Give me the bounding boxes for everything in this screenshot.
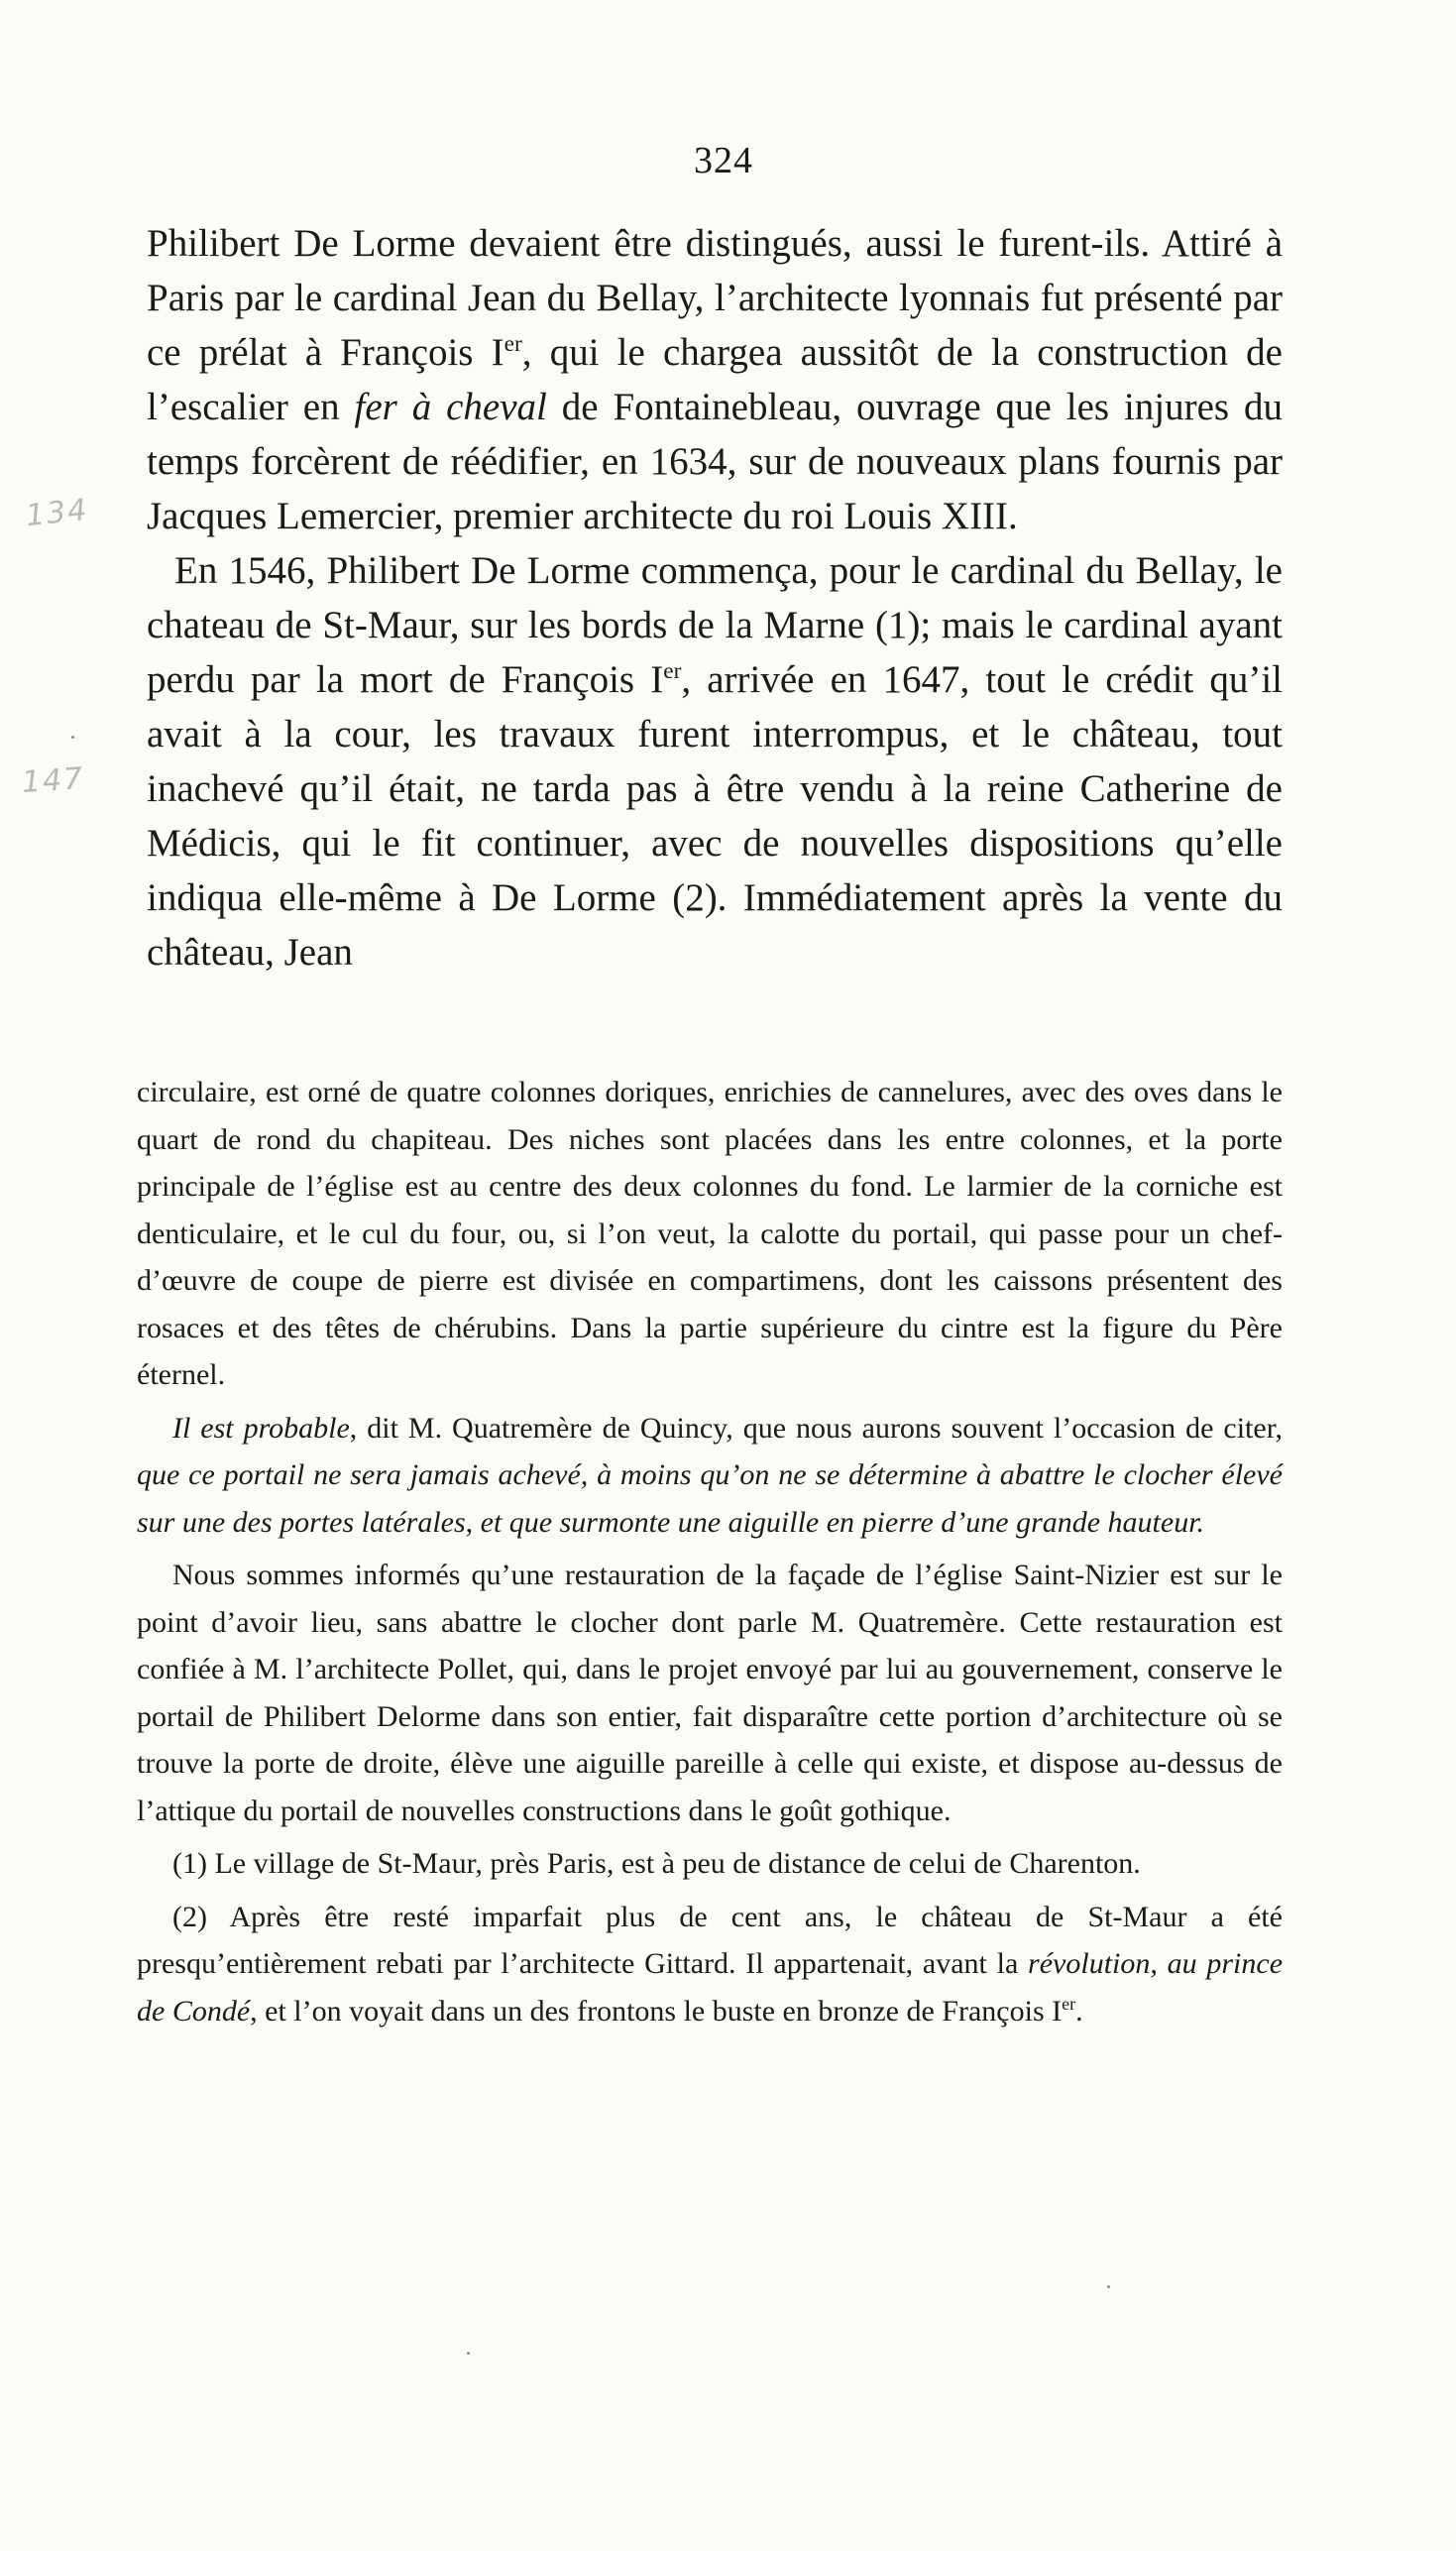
text-run: , et l’on voyait dans un des frontons le buste en bronze de François I bbox=[250, 1994, 1063, 2028]
text-run: . bbox=[1075, 1994, 1083, 2028]
superscript: er bbox=[663, 658, 682, 684]
text-run: , qui le chargea aussitôt de la construction de l’escalier en bbox=[147, 331, 1283, 428]
paragraph bbox=[147, 543, 1283, 980]
page-number: 324 bbox=[694, 140, 753, 181]
superscript: er bbox=[1062, 1993, 1076, 2014]
text-run: , dit M. Quatremère de Quincy, que nous aurons souvent l’occasion de citer, bbox=[349, 1411, 1283, 1445]
footnotes-section bbox=[137, 1069, 1283, 2040]
footnote-continuation: circulaire, est orné de quatre colonnes doriques, enrichies de cannelures, avec des oves dans le quart de rond du chapiteau. Des niches sont placées dans les entre colonnes, et la porte principale de l’église est au centre des deux colonnes du fond. Le larmier de la corniche est denticulaire, et le cul du four, ou, si l’on veut, la calotte du portail, qui passe pour un chef-d’œuvre de coupe de pierre est divisée en compartimens, dont les caissons présentent des rosaces et des têtes de chérubins. Dans la partie supérieure du cintre est la figure du Père éternel. bbox=[137, 1076, 1283, 1391]
margin-annotation: 147 bbox=[20, 760, 86, 801]
italic-text: révolution, au prince de Condé bbox=[137, 1947, 1284, 2028]
speck bbox=[1107, 2285, 1110, 2288]
footnote-2 bbox=[137, 1894, 1283, 2035]
footnote-1: (1) Le village de St-Maur, près Paris, est à peu de distance de celui de Charenton. bbox=[172, 1847, 1141, 1880]
italic-text: Il est probable bbox=[172, 1411, 350, 1445]
italic-text: que ce portail ne sera jamais achevé, à moins qu’on ne se détermine à abattre le clocher élevé sur une des portes latérales bbox=[137, 1458, 1283, 1539]
text-run: En 1546, Philibert De Lorme commença, pour le cardinal du Bellay, le chateau de St-Maur, sur les bords de la Marne (1); mais le cardinal ayant perdu par la mort de François I bbox=[147, 549, 1283, 701]
italic-text: fer à cheval bbox=[354, 386, 547, 428]
paragraph bbox=[147, 216, 1283, 543]
superscript: er bbox=[504, 331, 522, 357]
text-run: de Fontainebleau, ouvrage que les injures du temps forcèrent de réédifier, en 1634, sur de nouveaux plans fournis par Jacques Lemercier, premier architecte du roi Louis XIII. bbox=[147, 386, 1283, 537]
footnote-paragraph: Nous sommes informés qu’une restauration de la façade de l’église Saint-Nizier est sur le point d’avoir lieu, sans abattre le clocher dont parle M. Quatremère. Cette restauration est confiée à M. l’architecte Pollet, qui, dans le projet envoyé par lui au gouvernement, conserve le portail de Philibert Delorme dans son entier, fait disparaître cette portion d’architecture où se trouve la porte de droite, élève une aiguille pareille à celle qui existe, et dispose au-dessus de l’attique du portail de nouvelles constructions dans le goût gothique. bbox=[137, 1559, 1283, 1827]
footnote-quotation bbox=[137, 1405, 1283, 1547]
margin-annotation: 134 bbox=[24, 492, 90, 534]
main-body-text bbox=[147, 216, 1283, 980]
text-run: , bbox=[465, 1505, 481, 1539]
italic-text: et que surmonte une aiguille en pierre d’une grande hauteur. bbox=[480, 1505, 1205, 1539]
text-run: (2) Après être resté imparfait plus de cent ans, le château de St-Maur a été presqu’entièrement rebati par l’architecte Gittard. Il appartenait, avant la bbox=[137, 1900, 1283, 1980]
text-run: Philibert De Lorme devaient être distingués, aussi le furent-ils. Attiré à Paris par le cardinal Jean du Bellay, l’architecte lyonnais fut présenté par ce prélat à François I bbox=[147, 222, 1283, 374]
speck bbox=[71, 736, 74, 739]
text-run: , arrivée en 1647, tout le crédit qu’il avait à la cour, les travaux furent interrompus, et le château, tout inachevé qu’il était, ne tarda pas à être vendu à la reine Catherine de Médicis, qui le fit continuer, avec de nouvelles dispositions qu’elle indiqua elle-même à De Lorme (2). Immédiatement après la vente du château, Jean bbox=[147, 658, 1283, 974]
speck bbox=[467, 2352, 470, 2355]
